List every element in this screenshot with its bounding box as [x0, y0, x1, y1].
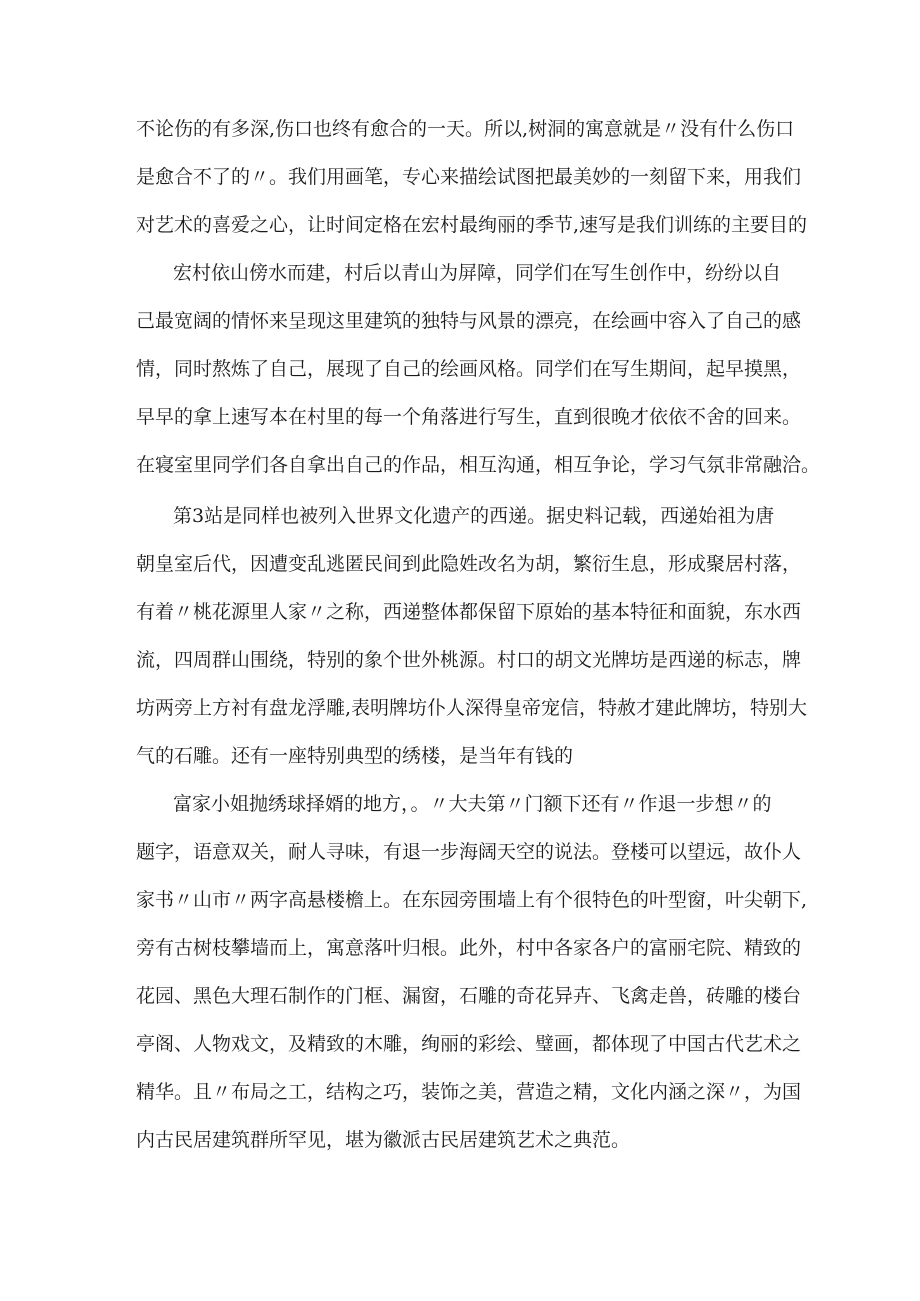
text-line: 坊两旁上方衬有盘龙浮雕,表明牌坊仆人深得皇帝宠信，特赦才建此牌坊，特别大 — [136, 697, 808, 719]
text-line: 富家小姐抛绣球择婿的地方，。〃大夫第〃门额下还有〃作退一步想〃的 — [173, 793, 772, 815]
text-line: 流，四周群山围绕，特别的象个世外桃源。村口的胡文光牌坊是西递的标志，牌 — [136, 649, 802, 671]
text-line: 在寝室里同学们各自拿出自己的作品，相互沟通，相互争论，学习气氛非常融洽。 — [136, 454, 821, 476]
text-line: 题字，语意双关，耐人寻味，有退一步海阔天空的说法。登楼可以望远，故仆人 — [136, 841, 802, 863]
text-line: 对艺术的喜爱之心，让时间定格在宏村最绚丽的季节,速写是我们训练的主要目的 — [136, 214, 808, 236]
text-line: 宏村依山傍水而建，村后以青山为屏障，同学们在写生创作中，纷纷以自 — [173, 262, 782, 284]
text-line: 朝皇室后代，因遭变乱逃匿民间到此隐姓改名为胡，繁衍生息，形成聚居村落， — [136, 553, 802, 575]
text-line: 不论伤的有多深,伤口也终有愈合的一天。所以,树洞的寓意就是〃没有什么伤口 — [136, 118, 795, 140]
text-line: 有着〃桃花源里人家〃之称，西递整体都保留下原始的基本特征和面貌，东水西 — [136, 601, 802, 623]
text-line: 家书〃山市〃两字高悬楼檐上。在东园旁围墙上有个很特色的叶型窗，叶尖朝下, — [136, 889, 808, 911]
text-line: 精华。且〃布局之工，结构之巧，装饰之美，营造之精，文化内涵之深〃，为国 — [136, 1081, 802, 1103]
text-line: 是愈合不了的〃。我们用画笔，专心来描绘试图把最美妙的一刻留下来，用我们 — [136, 166, 802, 188]
text-line: 亭阁、人物戏文，及精致的木雕，绚丽的彩绘、璧画，都体现了中国古代艺术之 — [136, 1033, 802, 1055]
text-line: 情，同时熬炼了自己，展现了自己的绘画风格。同学们在写生期间，起早摸黑， — [136, 358, 802, 380]
text-line: 旁有古树枝攀墙而上，寓意落叶归根。此外，村中各家各户的富丽宅院、精致的 — [136, 937, 802, 959]
text-line: 内古民居建筑群所罕见，堪为徽派古民居建筑艺术之典范。 — [136, 1129, 631, 1151]
text-line: 气的石雕。还有一座特别典型的绣楼，是当年有钱的 — [136, 745, 574, 767]
text-line: 第3站是同样也被列入世界文化遗产的西递。据史料记载，西递始祖为唐 — [173, 505, 775, 527]
text-line: 己最宽阔的情怀来呈现这里建筑的独特与风景的漂亮，在绘画中容入了自己的感 — [136, 310, 802, 332]
text-line: 花园、黑色大理石制作的门框、漏窗，石雕的奇花异卉、飞禽走兽，砖雕的楼台 — [136, 985, 802, 1007]
text-line: 早早的拿上速写本在村里的每一个角落进行写生，直到很晚才依依不舍的回来。 — [136, 406, 802, 428]
